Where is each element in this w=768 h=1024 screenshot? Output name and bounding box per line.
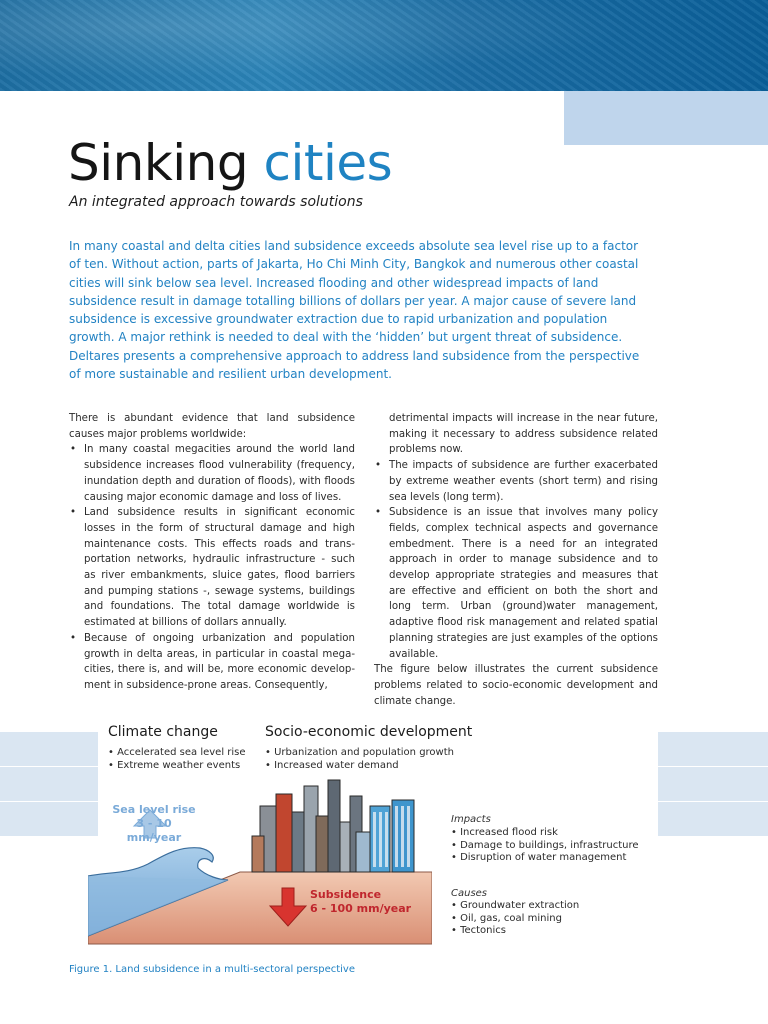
list-item-continuation: detrimental impacts will increase in the near future, making it necessary to address subsidence related problems now. xyxy=(389,413,658,456)
list-item: • The impacts of subsidence are further exacerbated by extreme weather events (short term) and rising sea levels (long term). xyxy=(374,458,658,505)
list-item: • Tectonics xyxy=(451,925,579,938)
stripe-decoration xyxy=(0,732,98,766)
page-title xyxy=(68,133,392,193)
body-lead: There is abundant evidence that land subsidence causes major problems worldwide: xyxy=(69,413,355,440)
stripe-decoration xyxy=(0,767,98,801)
stripe-decoration xyxy=(658,802,768,836)
subsidence-title: Subsidence xyxy=(310,888,382,901)
page-subtitle: An integrated approach towards solutions xyxy=(69,194,363,210)
stripe-decoration xyxy=(0,802,98,836)
impacts-label: Impacts xyxy=(451,814,491,825)
sea-level-rise-rate: 3 - 10 mm/year xyxy=(126,817,182,844)
figure-caption: Figure 1. Land subsidence in a multi-sectoral perspective xyxy=(69,964,355,975)
climate-change-list xyxy=(108,747,246,772)
list-item: • Extreme weather events xyxy=(108,760,246,773)
impacts-list xyxy=(451,827,639,865)
causes-label: Causes xyxy=(451,888,488,899)
title-main: Sinking xyxy=(68,134,249,192)
subsidence-label xyxy=(298,888,411,916)
city-skyline xyxy=(252,780,414,872)
list-item: • Increased flood risk xyxy=(451,827,639,840)
list-item: • Because of ongoing urbanization and population growth in delta areas, in particular in coastal mega-cities, there is, and will be, more economic develop-ment in subsidence-prone areas. Consequently, xyxy=(69,631,355,694)
sea-level-rise-title: Sea level rise xyxy=(112,803,196,816)
sea-level-rise-label xyxy=(108,803,200,845)
stripe-decoration xyxy=(658,767,768,801)
stripe-decoration xyxy=(658,732,768,766)
list-item: • Urbanization and population growth xyxy=(265,747,454,760)
list-item: • Land subsidence results in significant economic losses in the form of structural damage and high maintenance costs. This effects roads and trans-portation networks, hydraulic infrastructure - such as river embankments, sluice gates, flood barriers and pumping stations -, sewage systems, buildings and foundations. The total damage worldwide is estimated at billions of dollars annually. xyxy=(69,505,355,631)
list-item: • Oil, gas, coal mining xyxy=(451,913,579,926)
list-item: • Damage to buildings, infrastructure xyxy=(451,840,639,853)
list-item: • Increased water demand xyxy=(265,760,454,773)
subsidence-illustration xyxy=(88,776,432,946)
list-item: • Disruption of water management xyxy=(451,852,639,865)
list-item: • Accelerated sea level rise xyxy=(108,747,246,760)
title-accent: cities xyxy=(263,134,393,192)
header-banner xyxy=(0,0,768,91)
subsidence-rate: 6 - 100 mm/year xyxy=(310,902,412,915)
list-item: • In many coastal megacities around the world land subsidence increases flood vulnerability (frequency, inundation depth and duration of floods), with floods causing major economic damage and loss of lives. xyxy=(69,442,355,505)
causes-list xyxy=(451,900,579,938)
body-closing: The figure below illustrates the current subsidence problems related to socio-economic development and climate change. xyxy=(374,664,658,707)
corner-accent-box xyxy=(564,91,768,145)
socio-economic-list xyxy=(265,747,454,772)
list-item: • Groundwater extraction xyxy=(451,900,579,913)
problem-list-left xyxy=(69,442,355,693)
intro-paragraph: In many coastal and delta cities land subsidence exceeds absolute sea level rise up to a factor of ten. Without action, parts of Jakarta, Ho Chi Minh City, Bangkok and numerous other coastal cities will sink below sea level. Increased flooding and other widespread impacts of land subsidence result in damage totalling billions of dollars per year. A major cause of severe land subsidence is excessive groundwater extraction due to rapid urbanization and population growth. A major rethink is needed to deal with the ‘hidden’ but urgent threat of subsidence. Deltares presents a comprehensive approach to address land subsidence from the perspective of more sustainable and resilient urban development. xyxy=(69,239,640,382)
body-column-right xyxy=(374,411,658,709)
socio-economic-heading: Socio-economic development xyxy=(265,724,473,740)
problem-list-right xyxy=(374,458,658,662)
climate-change-heading: Climate change xyxy=(108,724,218,740)
body-column-left xyxy=(69,411,355,694)
list-item: • Subsidence is an issue that involves many policy fields, complex technical aspects and governance embedment. There is a need for an integrated approach in order to manage subsidence and to develop appropriate strategies and measures that are effective and efficient on both the short and long term. Urban (ground)water management, adaptive flood risk management and related spatial planning strategies are just examples of the options available. xyxy=(374,505,658,662)
